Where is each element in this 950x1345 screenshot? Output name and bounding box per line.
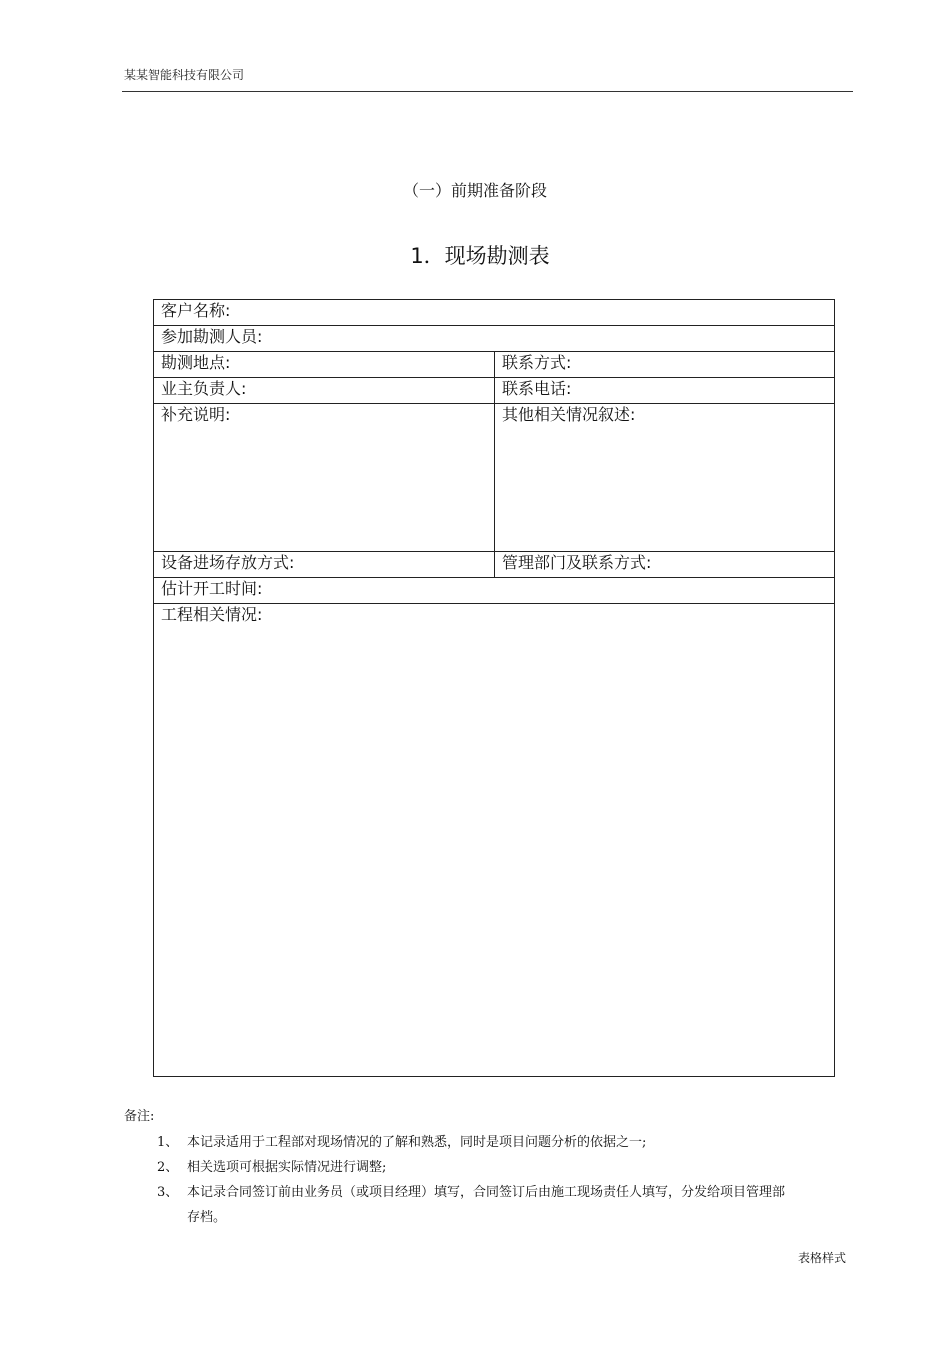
footer-label: 表格样式 (797, 1251, 846, 1265)
note-text: 本记录适用于工程部对现场情况的了解和熟悉，同时是项目问题分析的依据之一; (187, 1135, 647, 1150)
customer-name-field[interactable]: 客户名称: (154, 300, 835, 326)
equipment-storage-field[interactable]: 设备进场存放方式: (154, 552, 495, 578)
site-survey-table (153, 299, 835, 1077)
other-situation-field[interactable]: 其他相关情况叙述: (495, 404, 835, 552)
note-text: 相关选项可根据实际情况进行调整; (187, 1160, 387, 1175)
header-rule (122, 91, 853, 92)
contact-method-field[interactable]: 联系方式: (495, 352, 835, 378)
note-number: 1、 (157, 1135, 179, 1150)
project-situation-field[interactable]: 工程相关情况: (154, 604, 835, 1077)
contact-phone-field[interactable]: 联系电话: (495, 378, 835, 404)
note-text: 本记录合同签订前由业务员（或项目经理）填写，合同签订后由施工现场责任人填写，分发给项目管理部存档。 (187, 1185, 786, 1225)
section-heading: （一）前期准备阶段 (402, 181, 547, 200)
note-item-3 (157, 1180, 797, 1230)
survey-location-field[interactable]: 勘测地点: (154, 352, 495, 378)
notes-label: 备注: (124, 1109, 155, 1124)
note-number: 3、 (157, 1185, 179, 1200)
note-item-2 (157, 1155, 797, 1180)
management-contact-field[interactable]: 管理部门及联系方式: (495, 552, 835, 578)
note-item-1 (157, 1130, 797, 1155)
note-number: 2、 (157, 1160, 179, 1175)
supplementary-notes-field[interactable]: 补充说明: (154, 404, 495, 552)
form-title: 1．现场勘测表 (410, 244, 550, 268)
owner-in-charge-field[interactable]: 业主负责人: (154, 378, 495, 404)
survey-staff-field[interactable]: 参加勘测人员: (154, 326, 835, 352)
estimated-start-field[interactable]: 估计开工时间: (154, 578, 835, 604)
company-name: 某某智能科技有限公司 (124, 68, 245, 82)
